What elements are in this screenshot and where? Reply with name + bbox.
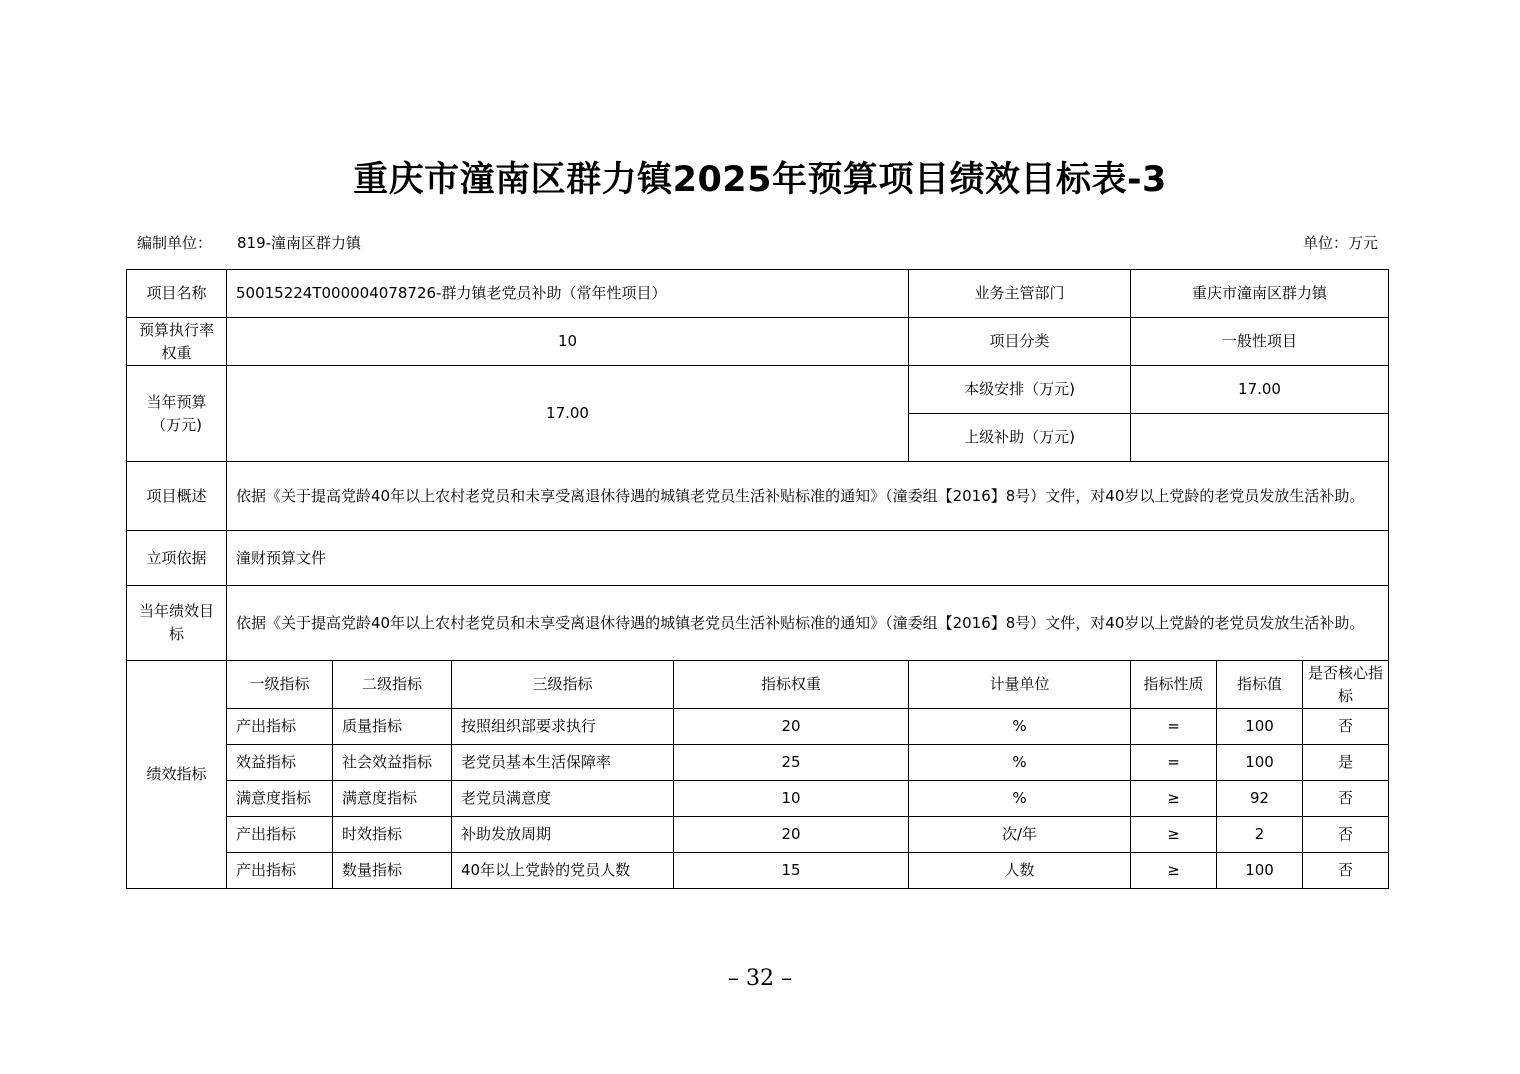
- perf-cell: 数量指标: [333, 853, 452, 889]
- perf-header-row: [127, 661, 1389, 709]
- perf-cell: ≥: [1131, 817, 1217, 853]
- dept-value: 重庆市潼南区群力镇: [1131, 270, 1389, 318]
- compiling-unit-value: 819-潼南区群力镇: [237, 234, 362, 252]
- upper-subsidy-label: 上级补助（万元): [909, 414, 1131, 462]
- perf-cell: 次/年: [909, 817, 1131, 853]
- perf-cell: 按照组织部要求执行: [452, 709, 674, 745]
- perf-cell: 10: [674, 781, 909, 817]
- perf-cell: ≥: [1131, 853, 1217, 889]
- perf-row: [127, 853, 1389, 889]
- perf-header-cell: 三级指标: [452, 661, 674, 709]
- perf-row: [127, 709, 1389, 745]
- perf-cell: 20: [674, 709, 909, 745]
- currency-unit: 单位：万元: [1302, 234, 1378, 252]
- table-row: [127, 462, 1389, 531]
- perf-cell: 40年以上党龄的党员人数: [452, 853, 674, 889]
- perf-cell: 100: [1217, 853, 1303, 889]
- perf-cell: 人数: [909, 853, 1131, 889]
- perf-header-cell: 指标性质: [1131, 661, 1217, 709]
- overview-label: 项目概述: [127, 462, 227, 531]
- perf-cell: %: [909, 709, 1131, 745]
- perf-cell: 老党员满意度: [452, 781, 674, 817]
- perf-cell: 满意度指标: [333, 781, 452, 817]
- goal-label: 当年绩效目标: [127, 586, 227, 661]
- perf-cell: 满意度指标: [227, 781, 333, 817]
- perf-cell: 92: [1217, 781, 1303, 817]
- perf-cell: 效益指标: [227, 745, 333, 781]
- page-number: – 32 –: [728, 966, 792, 991]
- performance-target-table: [126, 269, 1389, 889]
- perf-row: [127, 781, 1389, 817]
- perf-cell: 否: [1303, 709, 1389, 745]
- perf-cell: =: [1131, 709, 1217, 745]
- perf-header-cell: 指标权重: [674, 661, 909, 709]
- perf-cell: 20: [674, 817, 909, 853]
- perf-cell: 否: [1303, 781, 1389, 817]
- perf-row: [127, 745, 1389, 781]
- perf-header-cell: 指标值: [1217, 661, 1303, 709]
- perf-cell: 100: [1217, 709, 1303, 745]
- perf-cell: 老党员基本生活保障率: [452, 745, 674, 781]
- table-row: [127, 318, 1389, 366]
- perf-cell: 2: [1217, 817, 1303, 853]
- basis-text: 潼财预算文件: [227, 531, 1389, 586]
- perf-cell: 100: [1217, 745, 1303, 781]
- perf-cell: 否: [1303, 817, 1389, 853]
- perf-cell: %: [909, 781, 1131, 817]
- perf-header-cell: 是否核心指标: [1303, 661, 1389, 709]
- perf-cell: 产出指标: [227, 817, 333, 853]
- overview-text: 依据《关于提高党龄40年以上农村老党员和未享受离退休待遇的城镇老党员生活补贴标准的通知》（潼委组【2016】8号）文件，对40岁以上党龄的老党员发放生活补助。: [227, 462, 1389, 531]
- basis-label: 立项依据: [127, 531, 227, 586]
- exec-weight-label: 预算执行率权重: [127, 318, 227, 366]
- perf-cell: 社会效益指标: [333, 745, 452, 781]
- upper-subsidy-value: [1131, 414, 1389, 462]
- perf-header-cell: 计量单位: [909, 661, 1131, 709]
- compiling-unit: [137, 232, 361, 253]
- perf-cell: 15: [674, 853, 909, 889]
- table-row: [127, 270, 1389, 318]
- perf-cell: 产出指标: [227, 709, 333, 745]
- local-budget-label: 本级安排（万元): [909, 366, 1131, 414]
- table-row: [127, 366, 1389, 414]
- perf-cell: 是: [1303, 745, 1389, 781]
- compiling-unit-label: 编制单位：: [137, 234, 213, 252]
- category-label: 项目分类: [909, 318, 1131, 366]
- category-value: 一般性项目: [1131, 318, 1389, 366]
- goal-text: 依据《关于提高党龄40年以上农村老党员和未享受离退休待遇的城镇老党员生活补贴标准的通知》（潼委组【2016】8号）文件，对40岁以上党龄的老党员发放生活补助。: [227, 586, 1389, 661]
- dept-label: 业务主管部门: [909, 270, 1131, 318]
- perf-cell: 否: [1303, 853, 1389, 889]
- perf-cell: 25: [674, 745, 909, 781]
- perf-cell: 产出指标: [227, 853, 333, 889]
- perf-header-cell: 二级指标: [333, 661, 452, 709]
- table-row: [127, 586, 1389, 661]
- project-name-label: 项目名称: [127, 270, 227, 318]
- perf-cell: =: [1131, 745, 1217, 781]
- table-row: [127, 531, 1389, 586]
- perf-cell: %: [909, 745, 1131, 781]
- perf-cell: 质量指标: [333, 709, 452, 745]
- perf-row: [127, 817, 1389, 853]
- perf-label: 绩效指标: [127, 661, 227, 889]
- project-name: 50015224T000004078726-群力镇老党员补助（常年性项目）: [227, 270, 909, 318]
- perf-cell: 时效指标: [333, 817, 452, 853]
- local-budget-value: 17.00: [1131, 366, 1389, 414]
- page-title: 重庆市潼南区群力镇2025年预算项目绩效目标表-3: [353, 160, 1167, 200]
- perf-cell: 补助发放周期: [452, 817, 674, 853]
- budget-value: 17.00: [227, 366, 909, 462]
- perf-header-cell: 一级指标: [227, 661, 333, 709]
- exec-weight-value: 10: [227, 318, 909, 366]
- perf-cell: ≥: [1131, 781, 1217, 817]
- budget-label: 当年预算（万元): [127, 366, 227, 462]
